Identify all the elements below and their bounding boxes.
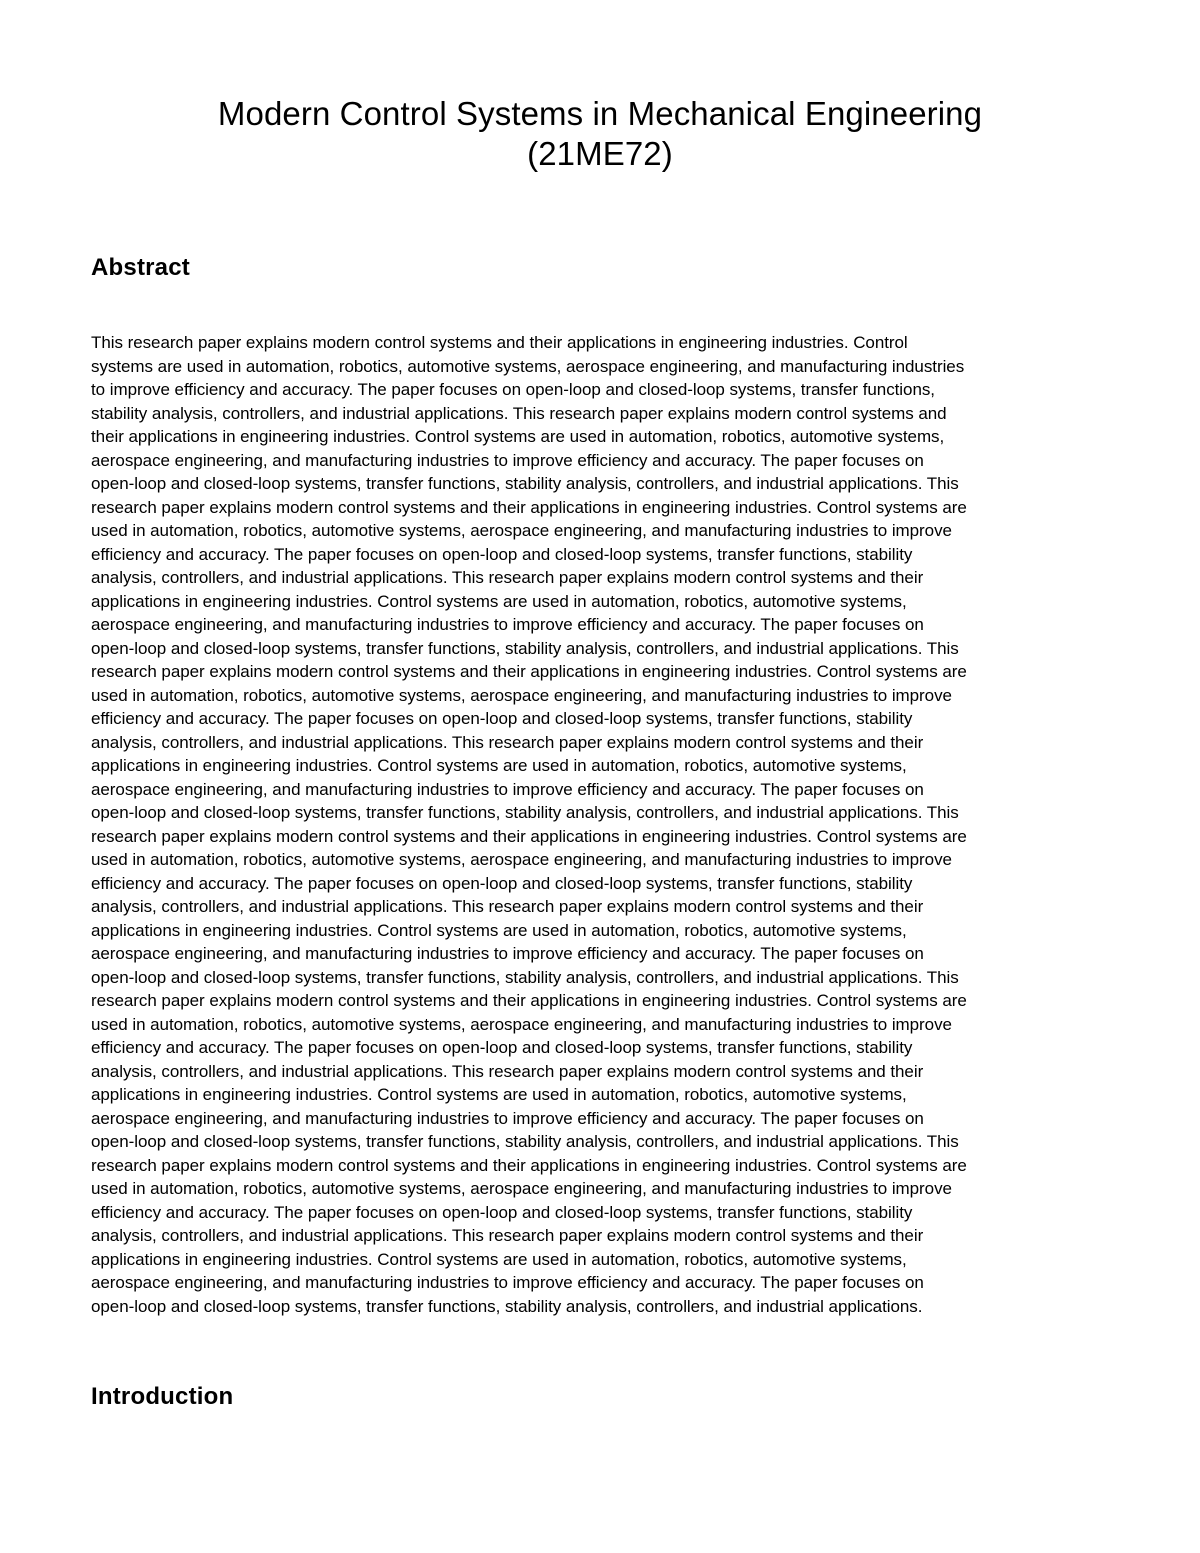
abstract-line: aerospace engineering, and manufacturing industries to improve efficiency and accuracy. The paper focuses on [91,450,924,470]
abstract-line: efficiency and accuracy. The paper focuses on open-loop and closed-loop systems, transfer functions, stability [91,1038,913,1057]
introduction-heading: Introduction [91,1383,234,1410]
abstract-line: research paper explains modern control systems and their applications in engineering industries. Control systems are [91,497,967,517]
abstract-line: analysis, controllers, and industrial applications. This research paper explains modern control systems and their [91,732,924,752]
abstract-line: aerospace engineering, and manufacturing industries to improve efficiency and accuracy. The paper focuses on [91,944,924,963]
abstract-line: analysis, controllers, and industrial applications. This research paper explains modern control systems and their [91,897,924,916]
abstract-line: applications in engineering industries. Control systems are used in automation, robotics, automotive systems, [91,1249,907,1269]
abstract-line: research paper explains modern control systems and their applications in engineering industries. Control systems are [91,662,967,681]
abstract-line: aerospace engineering, and manufacturing industries to improve efficiency and accuracy. The paper focuses on [91,779,924,799]
abstract-line: analysis, controllers, and industrial applications. This research paper explains modern control systems and their [91,1226,924,1245]
paper-title-line-1: Modern Control Systems in Mechanical Engineering [217,95,983,132]
abstract-line: applications in engineering industries. Control systems are used in automation, robotics, automotive systems, [91,756,907,775]
abstract-line: research paper explains modern control systems and their applications in engineering industries. Control systems are [91,991,967,1010]
abstract-line: efficiency and accuracy. The paper focuses on open-loop and closed-loop systems, transfer functions, stability [91,709,913,728]
abstract-line: aerospace engineering, and manufacturing industries to improve efficiency and accuracy. The paper focuses on [91,615,924,634]
abstract-line: used in automation, robotics, automotive systems, aerospace engineering, and manufacturing industries to improve [91,1179,952,1198]
abstract-line: open-loop and closed-loop systems, transfer functions, stability analysis, controllers, and industrial applications. This [91,1132,959,1151]
abstract-line: used in automation, robotics, automotive systems, aerospace engineering, and manufacturing industries to improve [91,1014,952,1034]
abstract-line: used in automation, robotics, automotive systems, aerospace engineering, and manufacturing industries to improve [91,850,952,869]
abstract-paragraph [91,331,1116,1318]
abstract-line: to improve efficiency and accuracy. The paper focuses on open-loop and closed-loop systems, transfer functions, [91,380,935,399]
abstract-line: open-loop and closed-loop systems, transfer functions, stability analysis, controllers, and industrial applications. This [91,638,959,658]
abstract-line: efficiency and accuracy. The paper focuses on open-loop and closed-loop systems, transfer functions, stability [91,1202,913,1222]
abstract-line: analysis, controllers, and industrial applications. This research paper explains modern control systems and their [91,568,924,587]
abstract-line: efficiency and accuracy. The paper focuses on open-loop and closed-loop systems, transfer functions, stability [91,544,913,564]
abstract-line: applications in engineering industries. Control systems are used in automation, robotics, automotive systems, [91,920,907,940]
paper-title-line-2: (21ME72) [527,135,673,172]
abstract-line: analysis, controllers, and industrial applications. This research paper explains modern control systems and their [91,1061,924,1081]
abstract-line: stability analysis, controllers, and industrial applications. This research paper explains modern control systems and [91,403,947,423]
abstract-line: applications in engineering industries. Control systems are used in automation, robotics, automotive systems, [91,1085,907,1104]
abstract-line: open-loop and closed-loop systems, transfer functions, stability analysis, controllers, and industrial applications. This [91,803,959,822]
paper-title [0,94,1200,174]
abstract-line: their applications in engineering industries. Control systems are used in automation, robotics, automotive systems, [91,427,945,446]
abstract-line: used in automation, robotics, automotive systems, aerospace engineering, and manufacturing industries to improve [91,521,952,540]
abstract-line: research paper explains modern control systems and their applications in engineering industries. Control systems are [91,826,967,846]
abstract-line: This research paper explains modern control systems and their applications in engineering industries. Control [91,333,908,352]
abstract-line: research paper explains modern control systems and their applications in engineering industries. Control systems are [91,1155,967,1175]
abstract-line: aerospace engineering, and manufacturing industries to improve efficiency and accuracy. The paper focuses on [91,1273,924,1292]
abstract-line: open-loop and closed-loop systems, transfer functions, stability analysis, controllers, and industrial applications. This [91,967,959,987]
abstract-line: open-loop and closed-loop systems, transfer functions, stability analysis, controllers, and industrial applications. [91,1296,923,1316]
abstract-line: aerospace engineering, and manufacturing industries to improve efficiency and accuracy. The paper focuses on [91,1108,924,1128]
abstract-line: applications in engineering industries. Control systems are used in automation, robotics, automotive systems, [91,591,907,611]
abstract-line: open-loop and closed-loop systems, transfer functions, stability analysis, controllers, and industrial applications. This [91,474,959,493]
abstract-line: systems are used in automation, robotics, automotive systems, aerospace engineering, and manufacturing industries [91,356,965,376]
abstract-line: used in automation, robotics, automotive systems, aerospace engineering, and manufacturing industries to improve [91,685,952,705]
abstract-heading: Abstract [91,254,190,281]
abstract-line: efficiency and accuracy. The paper focuses on open-loop and closed-loop systems, transfer functions, stability [91,873,913,893]
